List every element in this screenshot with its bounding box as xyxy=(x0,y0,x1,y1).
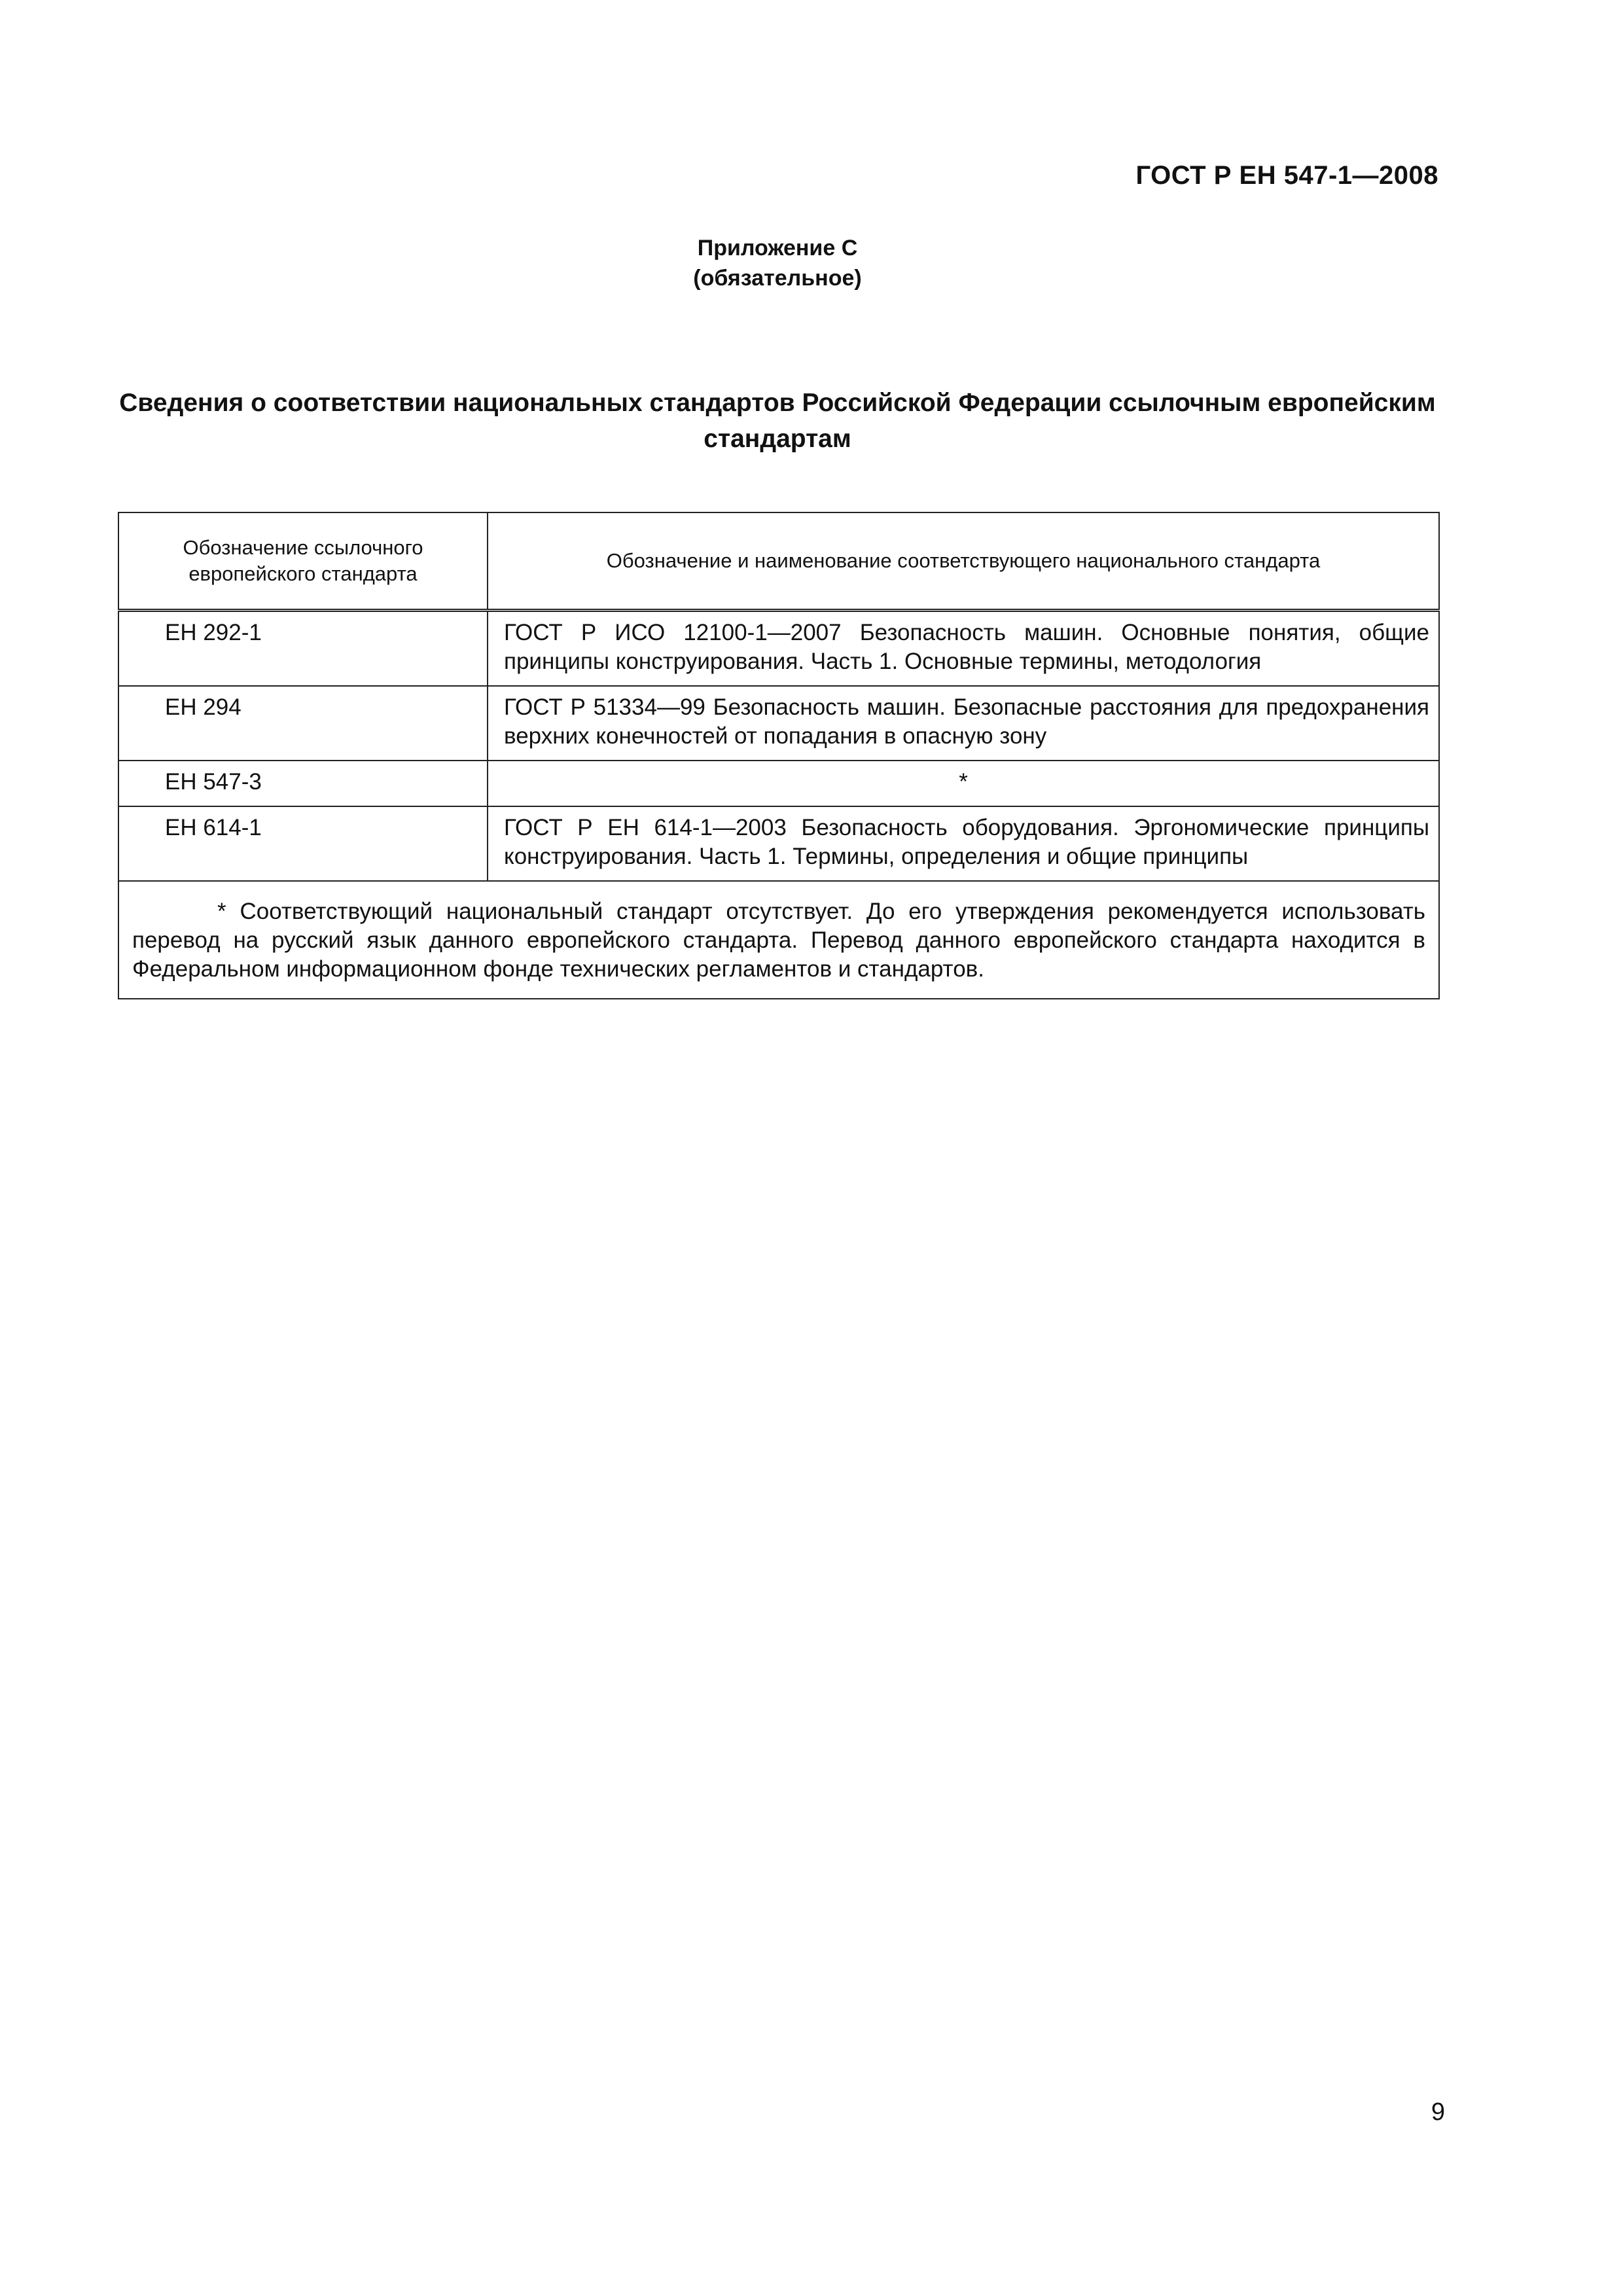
section-title: Сведения о соответствии национальных стандартов Российской Федерации ссылочным европейским стандартам xyxy=(119,389,1436,453)
table-footnote: * Соответствующий национальный стандарт отсутствует. До его утверждения рекомендуется использовать перевод на русский язык данного европейского стандарта. Перевод данного европейского стандарта находится в Федеральном информационном фонде технических регламентов и стандартов. xyxy=(118,881,1439,999)
standards-table xyxy=(118,512,1440,999)
national-cell: ГОСТ Р ИСО 12100-1—2007 Безопасность машин. Основные понятия, общие принципы конструирования. Часть 1. Основные термины, методология xyxy=(488,611,1439,687)
table-note-row xyxy=(118,881,1439,999)
national-cell: * xyxy=(488,761,1439,806)
table-row xyxy=(118,806,1439,881)
national-cell: ГОСТ Р 51334—99 Безопасность машин. Безопасные расстояния для предохранения верхних конечностей от попадания в опасную зону xyxy=(488,686,1439,761)
reference-cell: ЕН 294 xyxy=(118,686,488,761)
reference-cell: ЕН 292-1 xyxy=(118,611,488,687)
reference-cell: ЕН 614-1 xyxy=(118,806,488,881)
document-code: ГОСТ Р ЕН 547-1—2008 xyxy=(1135,161,1438,190)
page-number: 9 xyxy=(1431,2098,1445,2126)
table-row xyxy=(118,761,1439,806)
table-row xyxy=(118,686,1439,761)
appendix-title: Приложение С xyxy=(697,236,858,260)
national-cell: ГОСТ Р ЕН 614-1—2003 Безопасность оборудования. Эргономические принципы конструирования. Часть 1. Термины, определения и общие принципы xyxy=(488,806,1439,881)
header-national: Обозначение и наименование соответствующего национального стандарта xyxy=(488,512,1439,611)
header-reference: Обозначение ссылочного европейского стандарта xyxy=(118,512,488,611)
table-row xyxy=(118,611,1439,687)
table-header-row xyxy=(118,512,1439,611)
appendix-status: (обязательное) xyxy=(693,266,862,291)
reference-cell: ЕН 547-3 xyxy=(118,761,488,806)
